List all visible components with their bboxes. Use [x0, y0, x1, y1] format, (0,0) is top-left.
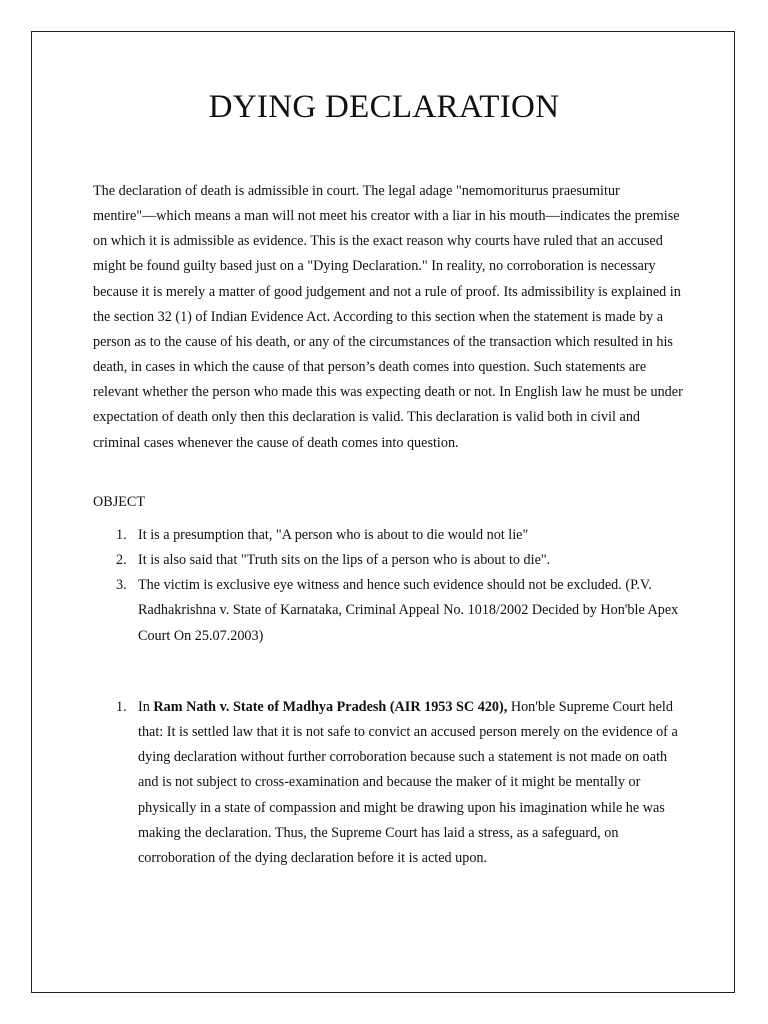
object-list-item [93, 523, 683, 548]
case-name: Ram Nath v. State of Madhya Pradesh (AIR 1953 SC 420), [153, 699, 508, 715]
case-prefix: In [138, 699, 154, 715]
document-title: DYING DECLARATION [208, 89, 560, 125]
list-item-text: It is also said that "Truth sits on the lips of a person who is about to die". [138, 552, 551, 569]
object-list [93, 523, 683, 649]
object-list-item [93, 573, 683, 648]
list-item-text: The victim is exclusive eye witness and hence such evidence should not be excluded. (P.V. Radhakrishna v. State of Karnataka, Criminal Appeal No. 1018/2002 Decided by Hon'ble Apex Court On 25.07.2003) [138, 577, 679, 644]
case-list-item [93, 695, 683, 871]
case-list [93, 695, 683, 871]
object-heading: OBJECT [93, 494, 146, 510]
list-item-text: It is a presumption that, "A person who is about to die would not lie" [138, 527, 529, 543]
case-text: Hon'ble Supreme Court held that: It is settled law that it is not safe to convict an accused person merely on the evidence of a dying declaration without further corroboration because such a statement is not made on oath and is not subject to cross-examination and because the maker of it might be mentally or physically in a state of compassion and might be drawing upon his imagination while he was making the declaration. Thus, the Supreme Court has laid a stress, as a safeguard, on corroboration of the dying declaration before it is acted upon. [138, 699, 678, 866]
list-number: 3. [116, 577, 127, 594]
object-list-item [93, 548, 683, 573]
list-number: 2. [116, 552, 127, 569]
intro-paragraph: The declaration of death is admissible in court. The legal adage "nemomoriturus praesumitur mentire"—which means a man will not meet his creator with a liar in his mouth—indicates the premise on which it is admissible as evidence. This is the exact reason why courts have ruled that an accused might be found guilty based just on a "Dying Declaration." In reality, no corroboration is necessary because it is merely a matter of good judgement and not a rule of proof. Its admissibility is explained in the section 32 (1) of Indian Evidence Act. According to this section when the statement is made by a person as to the cause of his death, or any of the circumstances of the transaction which resulted in his death, in cases in which the cause of that person’s death comes into question. Such statements are relevant whether the person who made this was expecting death or not. In English law he must be under expectation of death only then this declaration is valid. This declaration is valid both in civil and criminal cases whenever the cause of death comes into question. [93, 183, 683, 451]
list-number: 1. [116, 527, 127, 543]
list-number: 1. [116, 699, 127, 715]
